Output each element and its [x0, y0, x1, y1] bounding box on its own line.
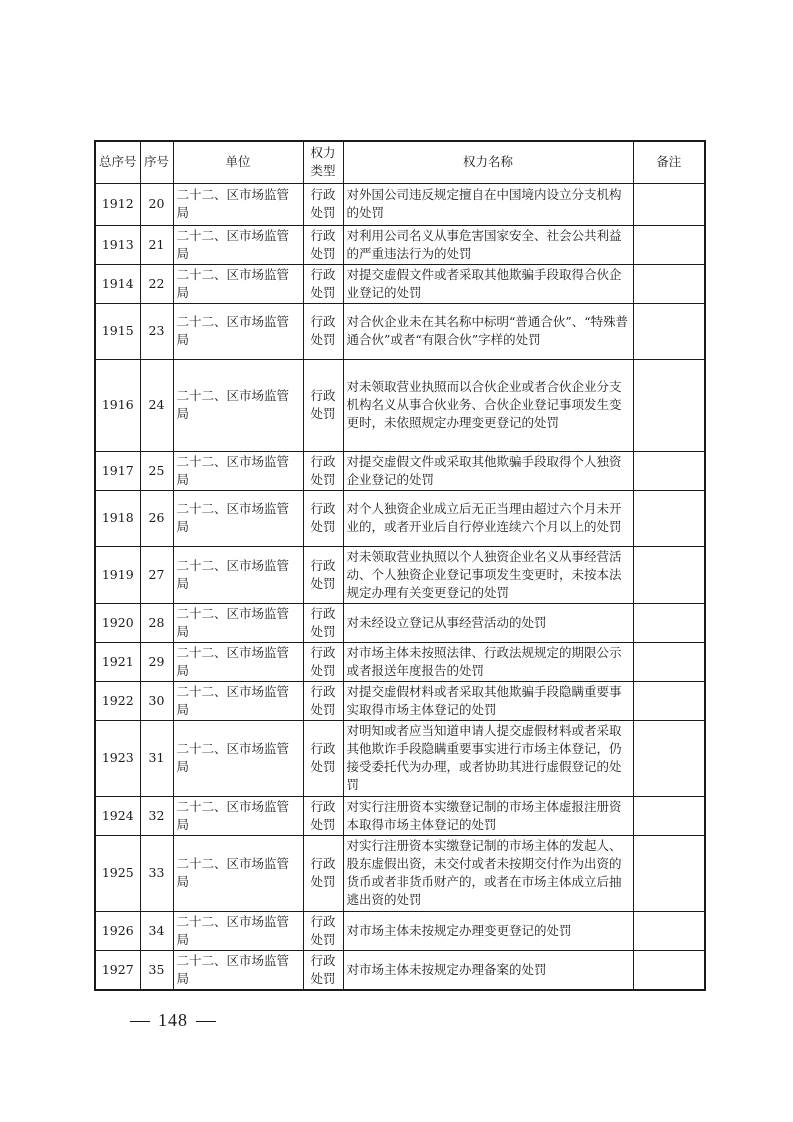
unit-cell: 二十二、区市场监管局: [173, 546, 303, 603]
unit-cell: 二十二、区市场监管局: [173, 642, 303, 681]
total-no-cell: 1913: [95, 225, 140, 264]
seq-cell: 23: [140, 303, 173, 359]
total-no-cell: 1920: [95, 603, 140, 642]
remark-cell: [633, 950, 705, 990]
remark-cell: [633, 359, 705, 451]
power-name-cell: 对提交虚假文件或采取其他欺骗手段取得个人独资企业登记的处罚: [343, 451, 633, 490]
remark-cell: [633, 546, 705, 603]
power-list-table: [94, 140, 706, 991]
power-name-cell: 对市场主体未按规定办理备案的处罚: [343, 950, 633, 990]
power-type-cell: 行政处罚: [303, 264, 343, 303]
unit-cell: 二十二、区市场监管局: [173, 911, 303, 950]
total-no-cell: 1919: [95, 546, 140, 603]
seq-cell: 34: [140, 911, 173, 950]
unit-cell: 二十二、区市场监管局: [173, 950, 303, 990]
total-no-cell: 1912: [95, 183, 140, 225]
power-name-cell: 对合伙企业未在其名称中标明“普通合伙”、“特殊普通合伙”或者“有限合伙”字样的处罚: [343, 303, 633, 359]
page-footer: [122, 1010, 224, 1031]
page-number: 148: [158, 1010, 188, 1030]
remark-cell: [633, 720, 705, 796]
seq-cell: 33: [140, 835, 173, 911]
power-type-cell: 行政处罚: [303, 835, 343, 911]
table-body: [95, 183, 705, 990]
power-type-cell: 行政处罚: [303, 950, 343, 990]
power-type-cell: 行政处罚: [303, 303, 343, 359]
total-no-cell: 1915: [95, 303, 140, 359]
power-name-cell: 对实行注册资本实缴登记制的市场主体虚报注册资本取得市场主体登记的处罚: [343, 796, 633, 835]
table-row: [95, 490, 705, 546]
total-no-cell: 1916: [95, 359, 140, 451]
unit-cell: 二十二、区市场监管局: [173, 225, 303, 264]
unit-cell: 二十二、区市场监管局: [173, 359, 303, 451]
table-row: [95, 603, 705, 642]
remark-cell: [633, 183, 705, 225]
power-type-cell: 行政处罚: [303, 225, 343, 264]
table-row: [95, 796, 705, 835]
header-total-no: 总序号: [95, 141, 140, 183]
power-type-cell: 行政处罚: [303, 603, 343, 642]
table-row: [95, 359, 705, 451]
seq-cell: 20: [140, 183, 173, 225]
table-header-row: [95, 141, 705, 183]
seq-cell: 32: [140, 796, 173, 835]
table-row: [95, 546, 705, 603]
total-no-cell: 1926: [95, 911, 140, 950]
table-row: [95, 303, 705, 359]
power-type-cell: 行政处罚: [303, 911, 343, 950]
table-row: [95, 225, 705, 264]
power-type-cell: 行政处罚: [303, 359, 343, 451]
total-no-cell: 1922: [95, 681, 140, 720]
footer-dash-left: [130, 1021, 150, 1022]
seq-cell: 31: [140, 720, 173, 796]
seq-cell: 30: [140, 681, 173, 720]
total-no-cell: 1917: [95, 451, 140, 490]
remark-cell: [633, 911, 705, 950]
total-no-cell: 1918: [95, 490, 140, 546]
power-name-cell: 对未领取营业执照以个人独资企业名义从事经营活动、个人独资企业登记事项发生变更时，未按本法规定办理有关变更登记的处罚: [343, 546, 633, 603]
seq-cell: 35: [140, 950, 173, 990]
power-type-cell: 行政处罚: [303, 681, 343, 720]
total-no-cell: 1921: [95, 642, 140, 681]
unit-cell: 二十二、区市场监管局: [173, 835, 303, 911]
power-name-cell: 对市场主体未按规定办理变更登记的处罚: [343, 911, 633, 950]
seq-cell: 22: [140, 264, 173, 303]
total-no-cell: 1925: [95, 835, 140, 911]
table-row: [95, 950, 705, 990]
power-name-cell: 对未领取营业执照而以合伙企业或者合伙企业分支机构名义从事合伙业务、合伙企业登记事项发生变更时，未依照规定办理变更登记的处罚: [343, 359, 633, 451]
table-row: [95, 183, 705, 225]
power-type-cell: 行政处罚: [303, 546, 343, 603]
unit-cell: 二十二、区市场监管局: [173, 183, 303, 225]
table-row: [95, 835, 705, 911]
power-name-cell: 对明知或者应当知道申请人提交虚假材料或者采取其他欺诈手段隐瞒重要事实进行市场主体登记，仍接受委托代为办理，或者协助其进行虚假登记的处罚: [343, 720, 633, 796]
seq-cell: 28: [140, 603, 173, 642]
remark-cell: [633, 835, 705, 911]
unit-cell: 二十二、区市场监管局: [173, 796, 303, 835]
power-type-cell: 行政处罚: [303, 183, 343, 225]
unit-cell: 二十二、区市场监管局: [173, 451, 303, 490]
unit-cell: 二十二、区市场监管局: [173, 264, 303, 303]
total-no-cell: 1923: [95, 720, 140, 796]
remark-cell: [633, 642, 705, 681]
remark-cell: [633, 490, 705, 546]
power-name-cell: 对未经设立登记从事经营活动的处罚: [343, 603, 633, 642]
power-type-cell: 行政处罚: [303, 642, 343, 681]
power-type-cell: 行政处罚: [303, 720, 343, 796]
seq-cell: 26: [140, 490, 173, 546]
power-name-cell: 对市场主体未按照法律、行政法规规定的期限公示或者报送年度报告的处罚: [343, 642, 633, 681]
power-name-cell: 对提交虚假文件或者采取其他欺骗手段取得合伙企业登记的处罚: [343, 264, 633, 303]
table-row: [95, 720, 705, 796]
seq-cell: 29: [140, 642, 173, 681]
total-no-cell: 1924: [95, 796, 140, 835]
seq-cell: 27: [140, 546, 173, 603]
seq-cell: 24: [140, 359, 173, 451]
power-name-cell: 对利用公司名义从事危害国家安全、社会公共利益的严重违法行为的处罚: [343, 225, 633, 264]
unit-cell: 二十二、区市场监管局: [173, 490, 303, 546]
unit-cell: 二十二、区市场监管局: [173, 603, 303, 642]
total-no-cell: 1914: [95, 264, 140, 303]
remark-cell: [633, 225, 705, 264]
header-power-type: 权力类型: [303, 141, 343, 183]
table-row: [95, 451, 705, 490]
remark-cell: [633, 451, 705, 490]
power-name-cell: 对提交虚假材料或者采取其他欺骗手段隐瞒重要事实取得市场主体登记的处罚: [343, 681, 633, 720]
power-type-cell: 行政处罚: [303, 451, 343, 490]
unit-cell: 二十二、区市场监管局: [173, 303, 303, 359]
header-power-name: 权力名称: [343, 141, 633, 183]
remark-cell: [633, 681, 705, 720]
seq-cell: 25: [140, 451, 173, 490]
header-remark: 备注: [633, 141, 705, 183]
header-unit: 单位: [173, 141, 303, 183]
power-name-cell: 对外国公司违反规定擅自在中国境内设立分支机构的处罚: [343, 183, 633, 225]
table-row: [95, 642, 705, 681]
power-type-cell: 行政处罚: [303, 796, 343, 835]
unit-cell: 二十二、区市场监管局: [173, 681, 303, 720]
table-row: [95, 911, 705, 950]
power-name-cell: 对实行注册资本实缴登记制的市场主体的发起人、股东虚假出资，未交付或者未按期交付作为出资的货币或者非货币财产的，或者在市场主体成立后抽逃出资的处罚: [343, 835, 633, 911]
footer-dash-right: [196, 1021, 216, 1022]
remark-cell: [633, 264, 705, 303]
unit-cell: 二十二、区市场监管局: [173, 720, 303, 796]
header-seq: 序号: [140, 141, 173, 183]
table-row: [95, 681, 705, 720]
power-type-cell: 行政处罚: [303, 490, 343, 546]
remark-cell: [633, 796, 705, 835]
remark-cell: [633, 603, 705, 642]
total-no-cell: 1927: [95, 950, 140, 990]
seq-cell: 21: [140, 225, 173, 264]
power-name-cell: 对个人独资企业成立后无正当理由超过六个月未开业的，或者开业后自行停业连续六个月以上的处罚: [343, 490, 633, 546]
table-row: [95, 264, 705, 303]
remark-cell: [633, 303, 705, 359]
